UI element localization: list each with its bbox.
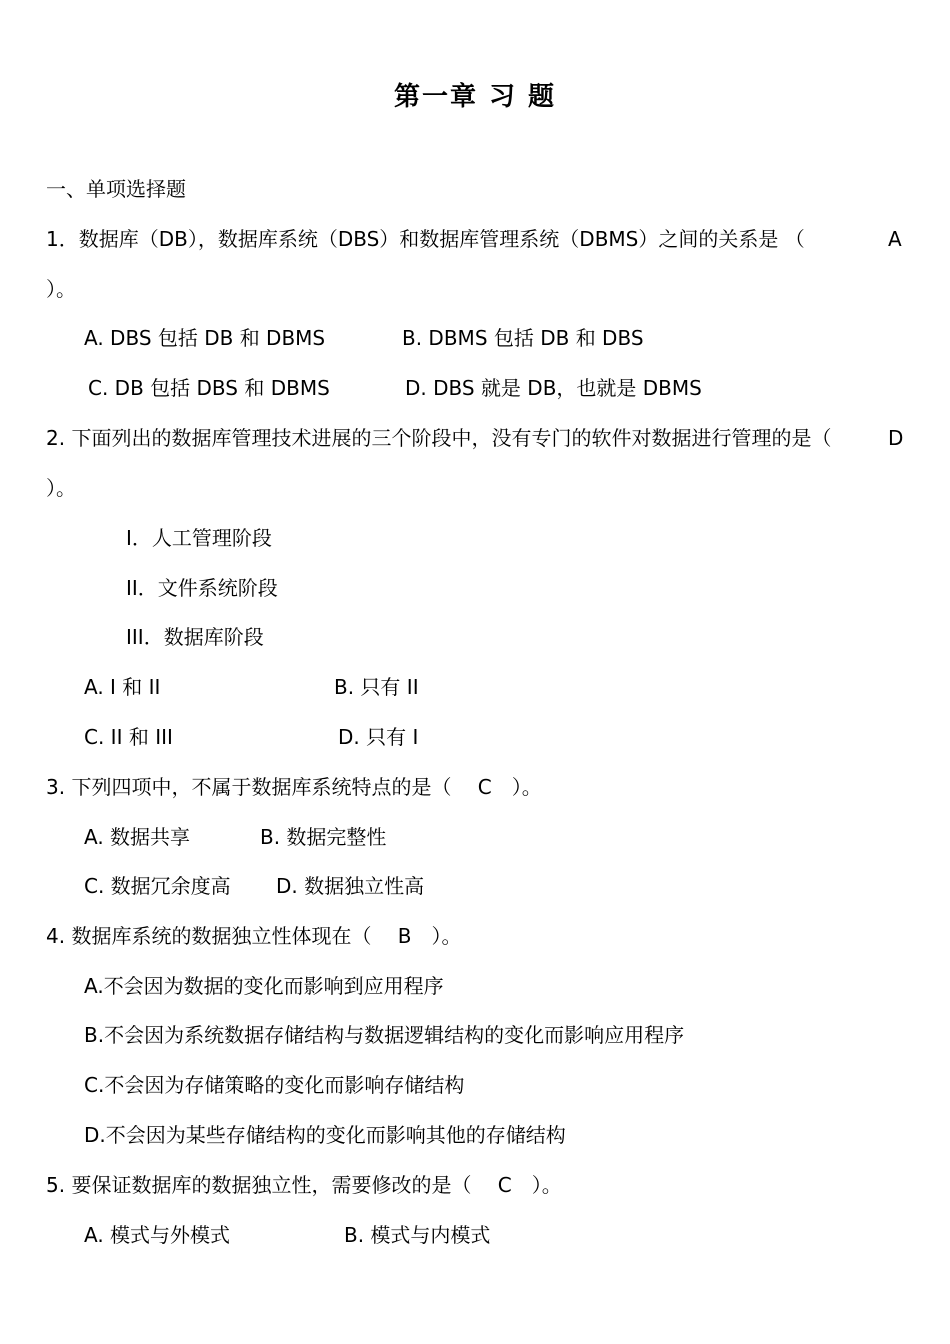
question-3-option-d: D. 数据独立性高 — [276, 874, 425, 898]
question-1-answer: A — [888, 227, 902, 251]
question-1-option-d: D. DBS 就是 DB，也就是 DBMS — [405, 376, 702, 400]
question-2-stage-3: III．数据库阶段 — [126, 625, 264, 649]
question-3-option-a: A. 数据共享 — [84, 825, 191, 849]
question-2-stage-1: I．人工管理阶段 — [126, 526, 272, 550]
question-2-text: 2. 下面列出的数据库管理技术进展的三个阶段中，没有专门的软件对数据进行管理的是（ — [46, 426, 832, 450]
question-1-option-a: A. DBS 包括 DB 和 DBMS — [84, 326, 326, 350]
question-4-option-b: B.不会因为系统数据存储结构与数据逻辑结构的变化而影响应用程序 — [84, 1023, 685, 1047]
question-4-option-d: D.不会因为某些存储结构的变化而影响其他的存储结构 — [84, 1123, 566, 1147]
section-heading: 一、单项选择题 — [46, 177, 186, 201]
question-2-answer: D — [888, 426, 904, 450]
question-5-option-b: B. 模式与内模式 — [344, 1223, 491, 1247]
question-2-option-c: C. II 和 III — [84, 725, 173, 749]
question-2-option-d: D. 只有 I — [338, 725, 419, 749]
question-3-option-c: C. 数据冗余度高 — [84, 874, 231, 898]
question-3-option-b: B. 数据完整性 — [260, 825, 387, 849]
page-title: 第一章 习 题 — [393, 82, 557, 112]
question-4-option-a: A.不会因为数据的变化而影响到应用程序 — [84, 974, 444, 998]
question-1-text: 1．数据库（DB），数据库系统（DBS）和数据库管理系统（DBMS）之间的关系是 （ — [46, 227, 805, 251]
question-1-close: ）。 — [46, 277, 76, 301]
question-4-text: 4. 数据库系统的数据独立性体现在（ B ）。 — [46, 924, 462, 948]
question-3-text: 3. 下列四项中，不属于数据库系统特点的是（ C ）。 — [46, 775, 542, 799]
question-5-option-a: A. 模式与外模式 — [84, 1223, 231, 1247]
question-2-option-a: A. I 和 II — [84, 675, 161, 699]
question-2-close: ）。 — [46, 476, 76, 500]
question-5-text: 5. 要保证数据库的数据独立性，需要修改的是（ C ）。 — [46, 1173, 562, 1197]
question-4-option-c: C.不会因为存储策略的变化而影响存储结构 — [84, 1073, 465, 1097]
question-1-option-b: B. DBMS 包括 DB 和 DBS — [402, 326, 644, 350]
question-2-option-b: B. 只有 II — [334, 675, 419, 699]
question-2-stage-2: II．文件系统阶段 — [126, 576, 278, 600]
question-1-option-c: C. DB 包括 DBS 和 DBMS — [88, 376, 330, 400]
